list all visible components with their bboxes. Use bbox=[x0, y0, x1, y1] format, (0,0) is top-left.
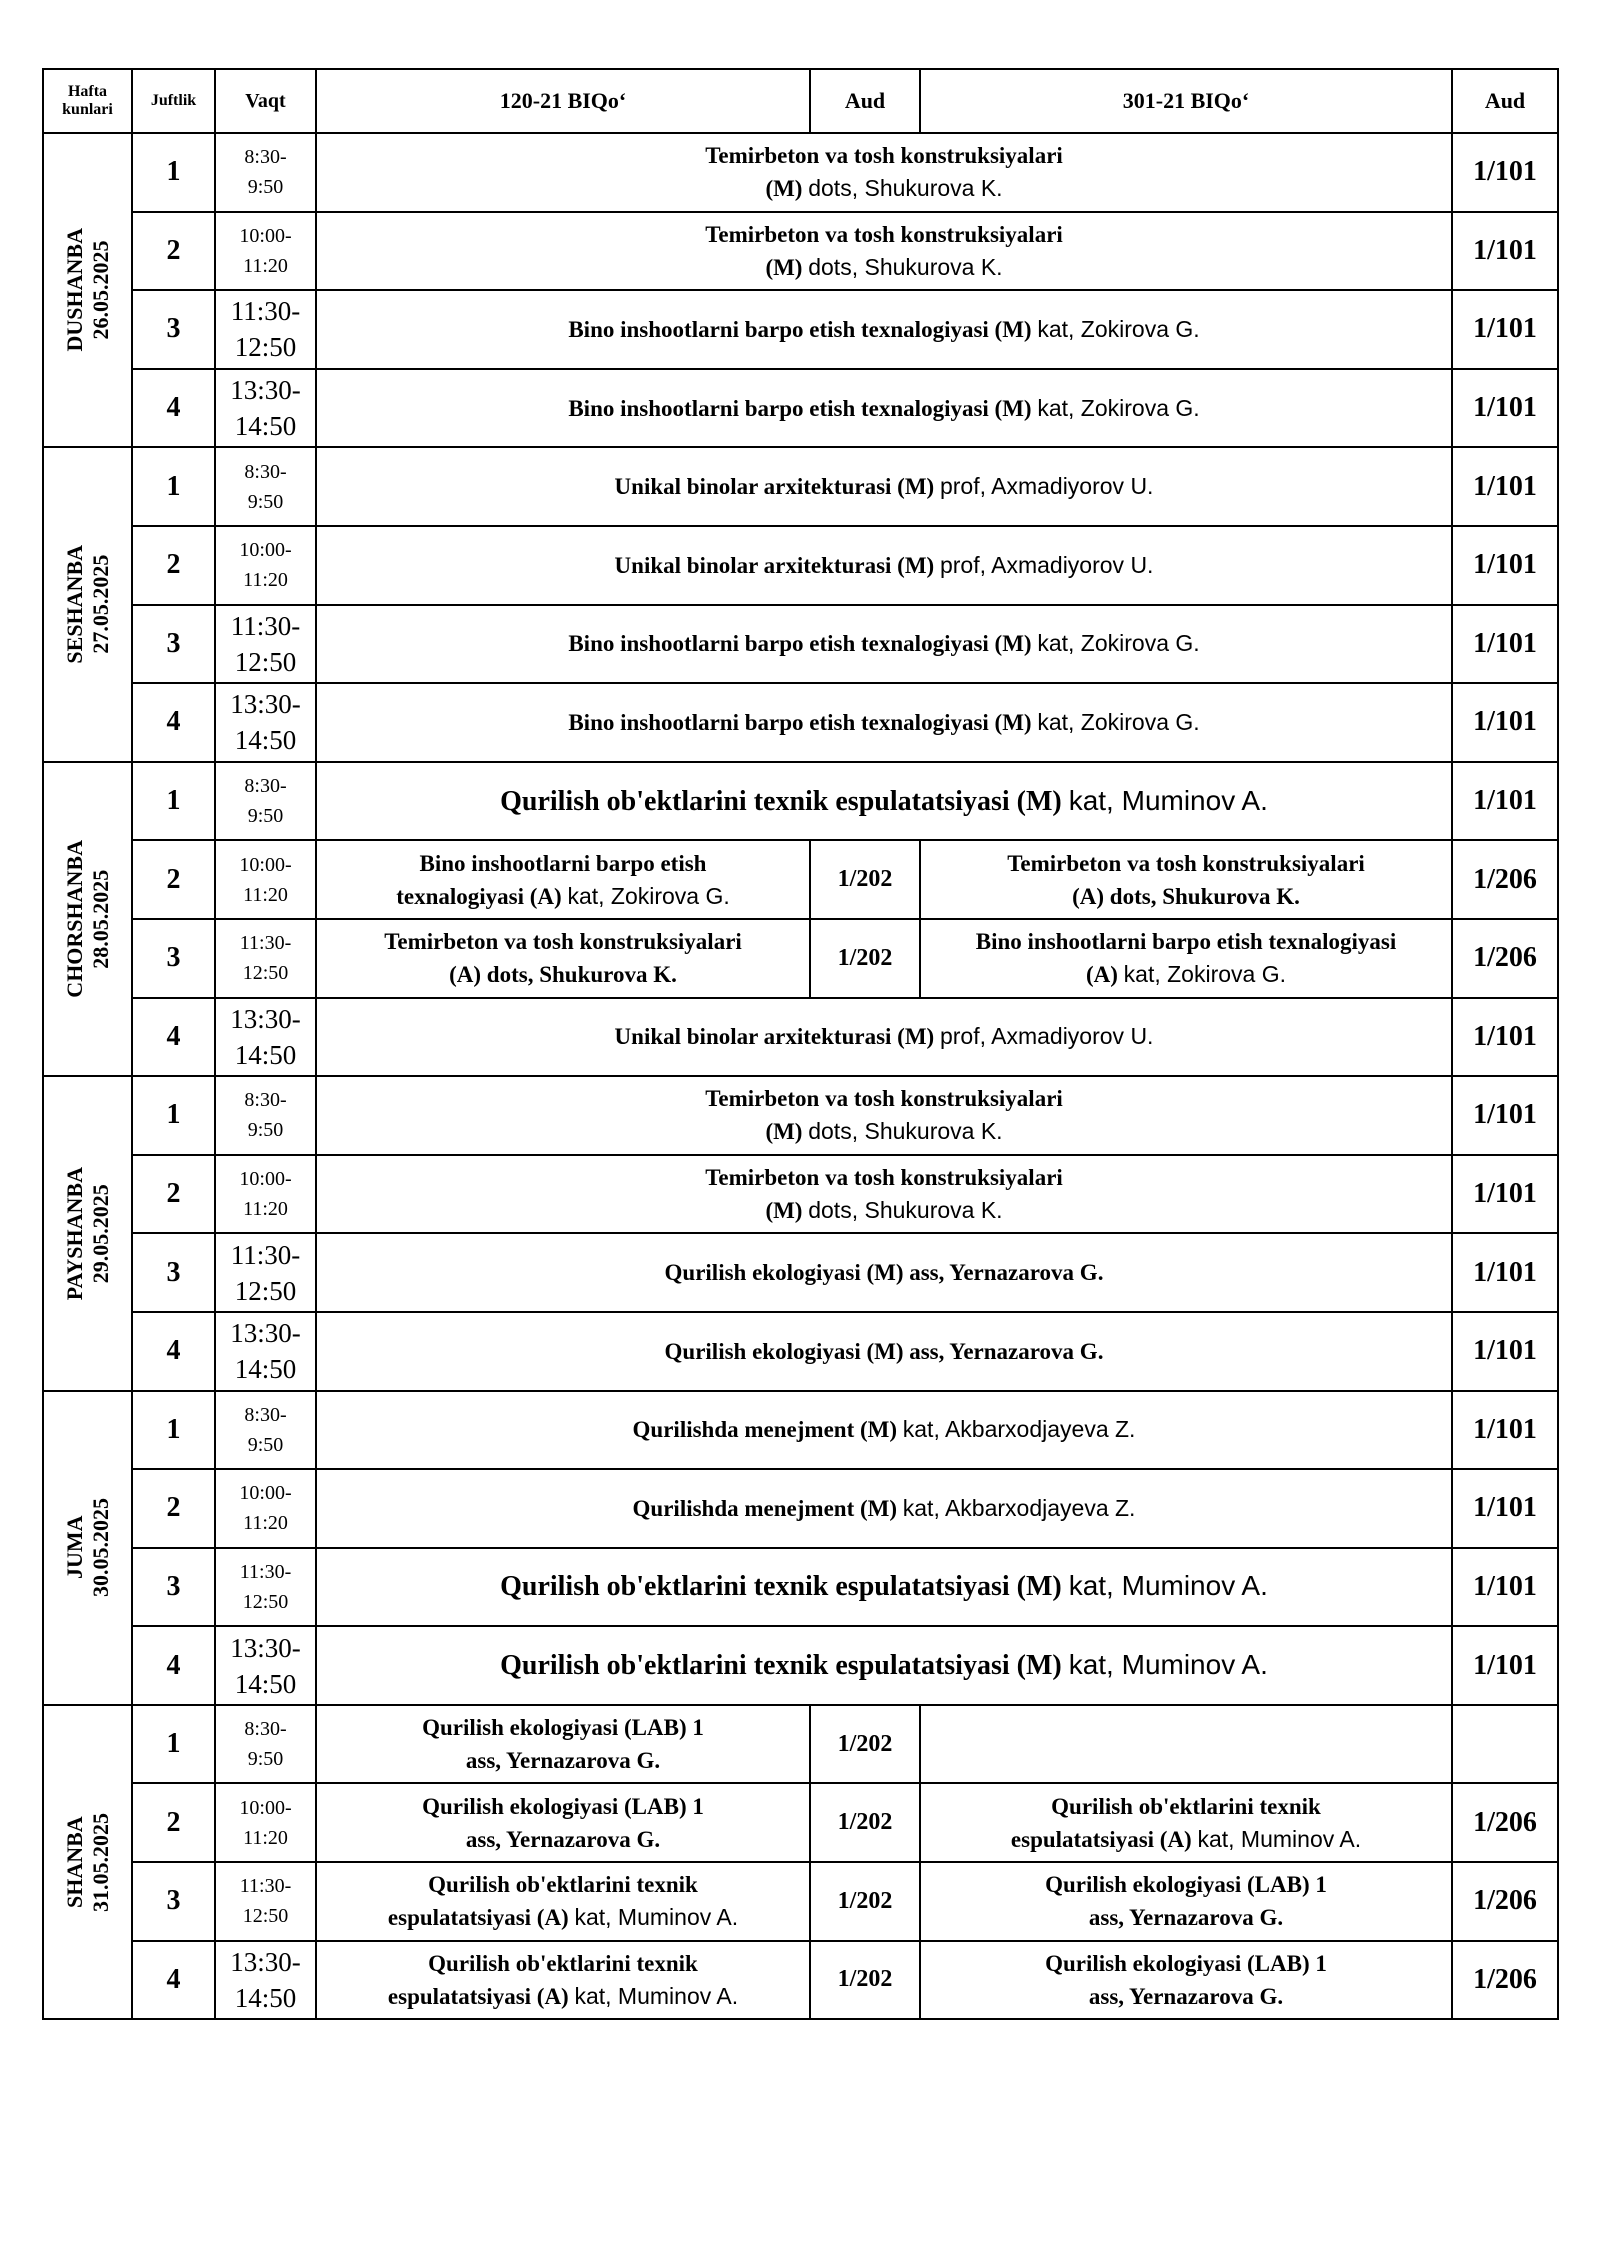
table-row bbox=[43, 1155, 1558, 1234]
group2-subject-cell: Qurilish ob'ektlarini texnik espulatatsiyasi (A) kat, Muminov A. bbox=[920, 1783, 1452, 1862]
day-date: 27.05.2025 bbox=[87, 555, 113, 655]
time-cell: 8:30- 9:50 bbox=[215, 1076, 316, 1155]
table-row bbox=[43, 762, 1558, 841]
day-cell bbox=[43, 447, 132, 761]
time-cell: 13:30- 14:50 bbox=[215, 1941, 316, 2020]
pair-number: 3 bbox=[132, 1548, 215, 1627]
schedule-table bbox=[42, 68, 1559, 2020]
time-cell: 11:30- 12:50 bbox=[215, 1233, 316, 1312]
aud-cell: 1/101 bbox=[1452, 683, 1558, 762]
aud-cell: 1/101 bbox=[1452, 605, 1558, 684]
aud-cell: 1/101 bbox=[1452, 526, 1558, 605]
table-row bbox=[43, 1548, 1558, 1627]
pair-number: 4 bbox=[132, 683, 215, 762]
table-row bbox=[43, 133, 1558, 212]
header-day: Hafta kunlari bbox=[43, 69, 132, 133]
aud-cell: 1/101 bbox=[1452, 1548, 1558, 1627]
table-row bbox=[43, 1783, 1558, 1862]
day-date: 26.05.2025 bbox=[87, 240, 113, 340]
pair-number: 1 bbox=[132, 1076, 215, 1155]
group2-subject-cell: Qurilish ekologiyasi (LAB) 1 ass, Yernazarova G. bbox=[920, 1862, 1452, 1941]
time-cell: 8:30- 9:50 bbox=[215, 1391, 316, 1470]
aud-cell: 1/101 bbox=[1452, 1312, 1558, 1391]
group1-aud-cell: 1/202 bbox=[810, 919, 920, 998]
group1-aud-cell: 1/202 bbox=[810, 1862, 920, 1941]
group2-subject-cell: Qurilish ekologiyasi (LAB) 1 ass, Yernazarova G. bbox=[920, 1941, 1452, 2020]
subject-cell: Temirbeton va tosh konstruksiyalari (M) dots, Shukurova K. bbox=[316, 133, 1452, 212]
aud-cell: 1/101 bbox=[1452, 1233, 1558, 1312]
pair-number: 3 bbox=[132, 605, 215, 684]
time-cell: 13:30- 14:50 bbox=[215, 998, 316, 1077]
group1-aud-cell: 1/202 bbox=[810, 1705, 920, 1784]
pair-number: 2 bbox=[132, 1469, 215, 1548]
day-cell bbox=[43, 133, 132, 447]
day-name: DUSHANBA bbox=[61, 228, 87, 352]
time-cell: 11:30- 12:50 bbox=[215, 290, 316, 369]
aud-cell: 1/101 bbox=[1452, 762, 1558, 841]
group2-subject-cell bbox=[920, 1705, 1452, 1784]
table-row bbox=[43, 1941, 1558, 2020]
day-cell bbox=[43, 762, 132, 1076]
table-row bbox=[43, 1391, 1558, 1470]
group1-aud-cell: 1/202 bbox=[810, 1783, 920, 1862]
time-cell: 11:30- 12:50 bbox=[215, 919, 316, 998]
table-row bbox=[43, 1312, 1558, 1391]
time-cell: 11:30- 12:50 bbox=[215, 1548, 316, 1627]
subject-cell: Qurilish ekologiyasi (M) ass, Yernazarova G. bbox=[316, 1312, 1452, 1391]
day-cell bbox=[43, 1705, 132, 2019]
table-row bbox=[43, 919, 1558, 998]
time-cell: 13:30- 14:50 bbox=[215, 1626, 316, 1705]
day-cell bbox=[43, 1391, 132, 1705]
header-aud-2: Aud bbox=[1452, 69, 1558, 133]
pair-number: 4 bbox=[132, 1941, 215, 2020]
day-name: JUMA bbox=[61, 1515, 87, 1580]
table-row bbox=[43, 840, 1558, 919]
aud-cell: 1/101 bbox=[1452, 1155, 1558, 1234]
table-row bbox=[43, 1076, 1558, 1155]
day-date: 28.05.2025 bbox=[87, 869, 113, 969]
day-date: 31.05.2025 bbox=[87, 1812, 113, 1912]
header-time: Vaqt bbox=[215, 69, 316, 133]
time-cell: 11:30- 12:50 bbox=[215, 1862, 316, 1941]
table-row bbox=[43, 526, 1558, 605]
pair-number: 2 bbox=[132, 1783, 215, 1862]
group1-subject-cell: Bino inshootlarni barpo etish texnalogiyasi (A) kat, Zokirova G. bbox=[316, 840, 810, 919]
aud-cell: 1/101 bbox=[1452, 1469, 1558, 1548]
aud-cell: 1/101 bbox=[1452, 1076, 1558, 1155]
header-group-2: 301-21 BIQo‘ bbox=[920, 69, 1452, 133]
subject-cell: Qurilishda menejment (M) kat, Akbarxodjayeva Z. bbox=[316, 1391, 1452, 1470]
time-cell: 10:00- 11:20 bbox=[215, 840, 316, 919]
group1-subject-cell: Qurilish ekologiyasi (LAB) 1 ass, Yernazarova G. bbox=[316, 1783, 810, 1862]
header-pair: Juftlik bbox=[132, 69, 215, 133]
table-row bbox=[43, 212, 1558, 291]
pair-number: 1 bbox=[132, 762, 215, 841]
time-cell: 13:30- 14:50 bbox=[215, 683, 316, 762]
day-date: 29.05.2025 bbox=[87, 1183, 113, 1283]
subject-cell: Qurilish ob'ektlarini texnik espulatatsiyasi (M) kat, Muminov A. bbox=[316, 1548, 1452, 1627]
pair-number: 1 bbox=[132, 1391, 215, 1470]
table-row bbox=[43, 1233, 1558, 1312]
aud-cell: 1/101 bbox=[1452, 1626, 1558, 1705]
subject-cell: Bino inshootlarni barpo etish texnalogiyasi (M) kat, Zokirova G. bbox=[316, 683, 1452, 762]
group2-subject-cell: Temirbeton va tosh konstruksiyalari (A) dots, Shukurova K. bbox=[920, 840, 1452, 919]
subject-cell: Temirbeton va tosh konstruksiyalari (M) dots, Shukurova K. bbox=[316, 1155, 1452, 1234]
time-cell: 11:30- 12:50 bbox=[215, 605, 316, 684]
aud-cell: 1/101 bbox=[1452, 133, 1558, 212]
time-cell: 10:00- 11:20 bbox=[215, 1155, 316, 1234]
pair-number: 3 bbox=[132, 290, 215, 369]
group2-aud-cell: 1/206 bbox=[1452, 919, 1558, 998]
time-cell: 10:00- 11:20 bbox=[215, 212, 316, 291]
pair-number: 1 bbox=[132, 133, 215, 212]
group2-aud-cell: 1/206 bbox=[1452, 1783, 1558, 1862]
time-cell: 8:30- 9:50 bbox=[215, 762, 316, 841]
table-row bbox=[43, 1469, 1558, 1548]
table-row bbox=[43, 605, 1558, 684]
table-row bbox=[43, 1626, 1558, 1705]
time-cell: 10:00- 11:20 bbox=[215, 1783, 316, 1862]
time-cell: 8:30- 9:50 bbox=[215, 133, 316, 212]
time-cell: 8:30- 9:50 bbox=[215, 1705, 316, 1784]
pair-number: 1 bbox=[132, 447, 215, 526]
day-name: SESHANBA bbox=[61, 545, 87, 664]
subject-cell: Temirbeton va tosh konstruksiyalari (M) dots, Shukurova K. bbox=[316, 212, 1452, 291]
day-cell bbox=[43, 1076, 132, 1390]
subject-cell: Bino inshootlarni barpo etish texnalogiyasi (M) kat, Zokirova G. bbox=[316, 369, 1452, 448]
pair-number: 3 bbox=[132, 1862, 215, 1941]
time-cell: 13:30- 14:50 bbox=[215, 1312, 316, 1391]
subject-cell: Unikal binolar arxitekturasi (M) prof, Axmadiyorov U. bbox=[316, 998, 1452, 1077]
pair-number: 2 bbox=[132, 1155, 215, 1234]
group2-aud-cell: 1/206 bbox=[1452, 1862, 1558, 1941]
time-cell: 8:30- 9:50 bbox=[215, 447, 316, 526]
pair-number: 4 bbox=[132, 998, 215, 1077]
group2-subject-cell: Bino inshootlarni barpo etish texnalogiyasi (A) kat, Zokirova G. bbox=[920, 919, 1452, 998]
table-row bbox=[43, 1705, 1558, 1784]
pair-number: 2 bbox=[132, 526, 215, 605]
day-name: SHANBA bbox=[61, 1816, 87, 1908]
group1-subject-cell: Qurilish ekologiyasi (LAB) 1 ass, Yernazarova G. bbox=[316, 1705, 810, 1784]
subject-cell: Bino inshootlarni barpo etish texnalogiyasi (M) kat, Zokirova G. bbox=[316, 605, 1452, 684]
pair-number: 4 bbox=[132, 369, 215, 448]
table-row bbox=[43, 447, 1558, 526]
aud-cell: 1/101 bbox=[1452, 447, 1558, 526]
pair-number: 2 bbox=[132, 212, 215, 291]
group1-aud-cell: 1/202 bbox=[810, 1941, 920, 2020]
subject-cell: Unikal binolar arxitekturasi (M) prof, Axmadiyorov U. bbox=[316, 526, 1452, 605]
table-row bbox=[43, 998, 1558, 1077]
pair-number: 4 bbox=[132, 1626, 215, 1705]
aud-cell: 1/101 bbox=[1452, 369, 1558, 448]
group1-subject-cell: Temirbeton va tosh konstruksiyalari (A) dots, Shukurova K. bbox=[316, 919, 810, 998]
time-cell: 13:30- 14:50 bbox=[215, 369, 316, 448]
subject-cell: Qurilish ob'ektlarini texnik espulatatsiyasi (M) kat, Muminov A. bbox=[316, 1626, 1452, 1705]
subject-cell: Qurilish ob'ektlarini texnik espulatatsiyasi (M) kat, Muminov A. bbox=[316, 762, 1452, 841]
pair-number: 3 bbox=[132, 919, 215, 998]
time-cell: 10:00- 11:20 bbox=[215, 526, 316, 605]
pair-number: 2 bbox=[132, 840, 215, 919]
group1-aud-cell: 1/202 bbox=[810, 840, 920, 919]
time-cell: 10:00- 11:20 bbox=[215, 1469, 316, 1548]
header-row bbox=[43, 69, 1558, 133]
pair-number: 1 bbox=[132, 1705, 215, 1784]
aud-cell: 1/101 bbox=[1452, 1391, 1558, 1470]
pair-number: 4 bbox=[132, 1312, 215, 1391]
table-row bbox=[43, 290, 1558, 369]
subject-cell: Temirbeton va tosh konstruksiyalari (M) dots, Shukurova K. bbox=[316, 1076, 1452, 1155]
subject-cell: Bino inshootlarni barpo etish texnalogiyasi (M) kat, Zokirova G. bbox=[316, 290, 1452, 369]
header-aud-1: Aud bbox=[810, 69, 920, 133]
table-row bbox=[43, 683, 1558, 762]
aud-cell: 1/101 bbox=[1452, 212, 1558, 291]
pair-number: 3 bbox=[132, 1233, 215, 1312]
group2-aud-cell: 1/206 bbox=[1452, 840, 1558, 919]
group2-aud-cell: 1/206 bbox=[1452, 1941, 1558, 2020]
subject-cell: Qurilish ekologiyasi (M) ass, Yernazarova G. bbox=[316, 1233, 1452, 1312]
day-name: PAYSHANBA bbox=[61, 1166, 87, 1300]
aud-cell: 1/101 bbox=[1452, 998, 1558, 1077]
subject-cell: Unikal binolar arxitekturasi (M) prof, Axmadiyorov U. bbox=[316, 447, 1452, 526]
group1-subject-cell: Qurilish ob'ektlarini texnik espulatatsiyasi (A) kat, Muminov A. bbox=[316, 1941, 810, 2020]
table-row bbox=[43, 1862, 1558, 1941]
day-name: CHORSHANBA bbox=[61, 840, 87, 998]
table-row bbox=[43, 369, 1558, 448]
day-date: 30.05.2025 bbox=[87, 1498, 113, 1598]
header-group-1: 120-21 BIQo‘ bbox=[316, 69, 810, 133]
group2-aud-cell bbox=[1452, 1705, 1558, 1784]
group1-subject-cell: Qurilish ob'ektlarini texnik espulatatsiyasi (A) kat, Muminov A. bbox=[316, 1862, 810, 1941]
subject-cell: Qurilishda menejment (M) kat, Akbarxodjayeva Z. bbox=[316, 1469, 1452, 1548]
aud-cell: 1/101 bbox=[1452, 290, 1558, 369]
